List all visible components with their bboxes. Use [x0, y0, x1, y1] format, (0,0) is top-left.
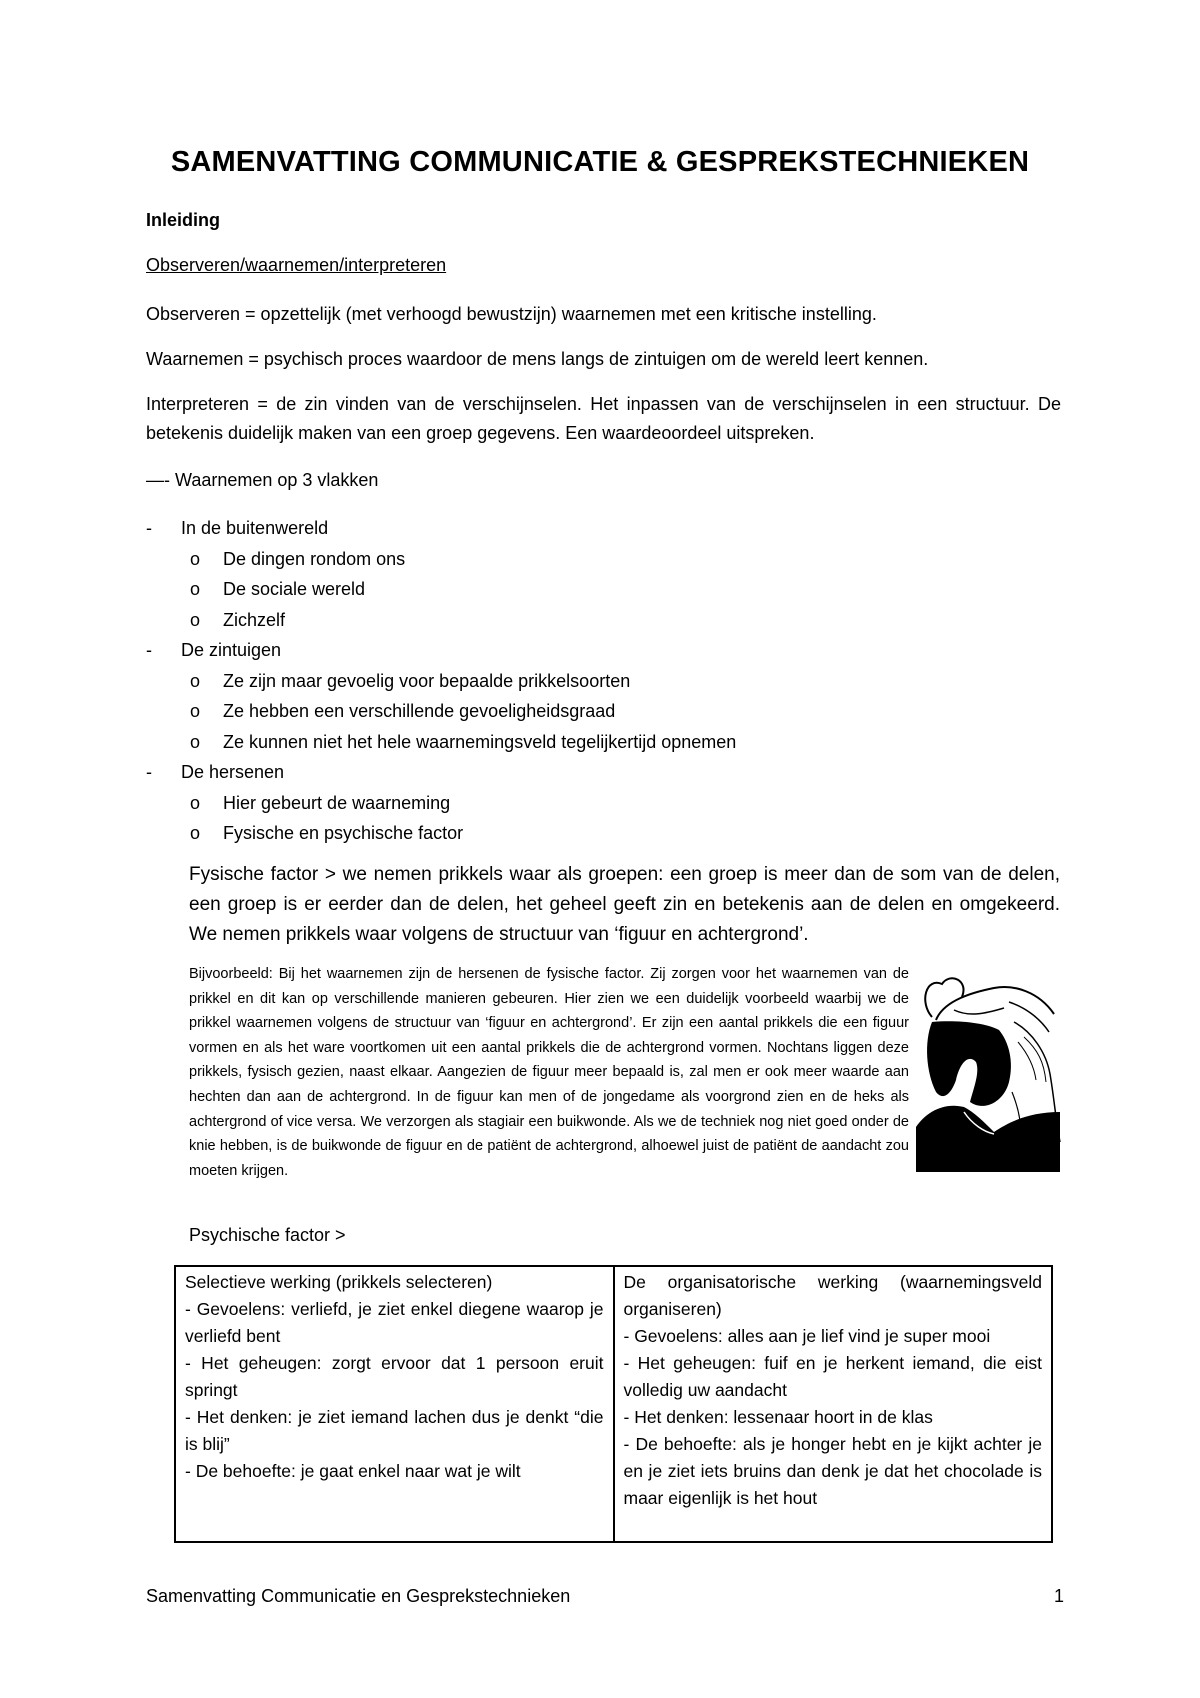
table-row — [175, 1266, 1052, 1542]
section-heading: Inleiding — [146, 210, 220, 230]
circle-bullet: o — [190, 548, 201, 569]
list-item — [146, 574, 736, 605]
list-item-label: In de buitenwereld — [181, 518, 329, 538]
list-item-label: Hier gebeurt de waarneming — [223, 792, 451, 813]
cell-heading: Selectieve werking (prikkels selecteren) — [185, 1272, 493, 1292]
young-lady-old-woman-illusion-image — [914, 962, 1062, 1172]
cell-line: - Het denken: lessenaar hoort in de klas — [623, 1407, 933, 1427]
dash-bullet: - — [146, 762, 152, 782]
dash-bullet: - — [146, 518, 152, 538]
list-item-label: De dingen rondom ons — [223, 548, 406, 569]
circle-bullet: o — [190, 579, 201, 599]
example-paragraph: Bijvoorbeeld: Bij het waarnemen zijn de hersenen de fysische factor. Zij zorgen voor het waarnemen van de prikkel en dit kan op verschillende manieren gebeuren. Hier zien we een duidelijk voorbeeld waarbij we de prikkel waarnemen volgens de structuur van ‘figuur en achtergrond’. Er zijn een aantal prikkels die een figuur vormen en als het ware voortkomen uit een aantal prikkels die de achtergrond vormen. Nochtans liggen deze prikkels, fysisch gezien, naast elkaar. Aangezien de figuur meer bepaald is, zal men er ook meer waarde aan hechten dan aan de achtergrond. In de figuur kan men of de jongedame als voorgrond zien en de heks als achtergrond of vice versa. We verzorgen als stagiair een buikwonde. Als we de techniek nog niet goed onder de knie hebben, is de buikwonde de figuur en de patiënt de achtergrond, alhoewel juist de patiënt de aandacht zou moeten krijgen. — [189, 966, 909, 1179]
cell-line: - Gevoelens: verliefd, je ziet enkel diegene waarop je verliefd bent — [185, 1299, 604, 1346]
list-item-label: De hersenen — [181, 762, 285, 782]
levels-list — [146, 513, 736, 849]
list-item — [146, 605, 736, 636]
list-item-label: De sociale wereld — [223, 579, 366, 599]
list-item — [146, 513, 736, 544]
cell-heading: De organisatorische werking (waarnemingsveld organiseren) — [623, 1272, 1042, 1319]
definition-observeren: Observeren = opzettelijk (met verhoogd bewustzijn) waarnemen met een kritische instelling. — [146, 304, 877, 324]
list-item — [146, 544, 736, 575]
document-title: SAMENVATTING COMMUNICATIE & GESPREKSTECHNIEKEN — [170, 146, 1030, 178]
list-item-label: De zintuigen — [181, 640, 282, 660]
list-item-label: Ze zijn maar gevoelig voor bepaalde prikkelsoorten — [223, 670, 631, 691]
cell-line: - Gevoelens: alles aan je lief vind je super mooi — [623, 1326, 991, 1346]
footer-title: Samenvatting Communicatie en Gesprekstechnieken — [146, 1586, 571, 1606]
circle-bullet: o — [190, 609, 201, 630]
cell-line: - De behoefte: je gaat enkel naar wat je wilt — [185, 1461, 521, 1481]
list-item — [146, 757, 736, 788]
circle-bullet: o — [190, 823, 201, 843]
fysische-factor-paragraph: Fysische factor > we nemen prikkels waar als groepen: een groep is meer dan de som van de delen, een groep is er eerder dan de delen, het geheel geeft zin en betekenis aan de delen en omgekeerd. We nemen prikkels waar volgens de structuur van ‘figuur en achtergrond’. — [189, 864, 1060, 945]
table-cell-organisatorische-werking — [614, 1266, 1053, 1542]
list-item-label: Fysische en psychische factor — [223, 823, 464, 843]
subsection-heading: Observeren/waarnemen/interpreteren — [146, 255, 447, 275]
list-item-label: Ze hebben een verschillende gevoeligheidsgraad — [223, 701, 616, 721]
definition-waarnemen: Waarnemen = psychisch proces waardoor de mens langs de zintuigen om de wereld leert kennen. — [146, 349, 929, 369]
psychische-factor-table — [174, 1265, 1053, 1543]
cell-line: - De behoefte: als je honger hebt en je kijkt achter je en je ziet iets bruins dan denk je dat het chocolade is maar eigenlijk is het hout — [623, 1434, 1042, 1508]
list-item-label: Ze kunnen niet het hele waarnemingsveld tegelijkertijd opnemen — [223, 731, 737, 752]
dash-bullet: - — [146, 640, 152, 660]
cell-line: - Het denken: je ziet iemand lachen dus je denkt “die is blij” — [185, 1407, 604, 1454]
list-item — [146, 727, 736, 758]
list-item — [146, 818, 736, 849]
circle-bullet: o — [190, 701, 201, 721]
list-item — [146, 666, 736, 697]
circle-bullet: o — [190, 792, 201, 813]
circle-bullet: o — [190, 731, 201, 752]
cell-line: - Het geheugen: zorgt ervoor dat 1 persoon eruit springt — [185, 1353, 604, 1400]
list-item-label: Zichzelf — [223, 609, 286, 630]
circle-bullet: o — [190, 670, 201, 691]
levels-intro: —- Waarnemen op 3 vlakken — [146, 470, 379, 490]
list-item — [146, 635, 736, 666]
table-cell-selectieve-werking — [175, 1266, 614, 1542]
definition-interpreteren: Interpreteren = de zin vinden van de verschijnselen. Het inpassen van de verschijnselen in een structuur. De betekenis duidelijk maken van een groep gegevens. Een waardeoordeel uitspreken. — [146, 394, 1061, 443]
list-item — [146, 696, 736, 727]
list-item — [146, 788, 736, 819]
cell-line: - Het geheugen: fuif en je herkent iemand, die eist volledig uw aandacht — [623, 1353, 1042, 1400]
page-number: 1 — [1054, 1586, 1065, 1606]
psychische-factor-label: Psychische factor > — [189, 1225, 346, 1245]
